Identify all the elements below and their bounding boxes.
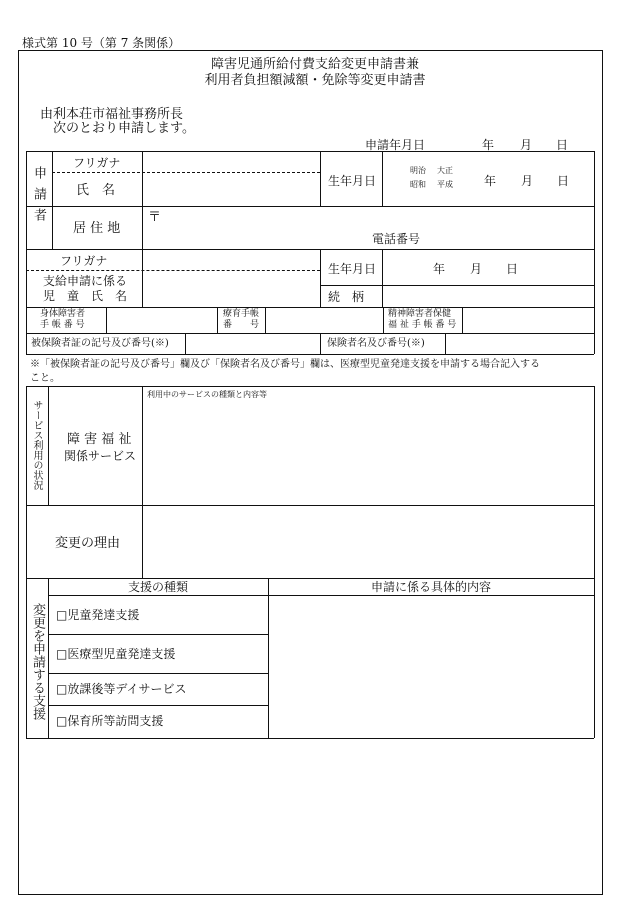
service-label-line1: 障 害 福 祉	[67, 432, 132, 447]
application-date-month: 月	[520, 138, 533, 152]
service-side-label: サービス利用の状況	[31, 400, 42, 490]
title-line1: 障害児通所給付費支給変更申請書兼	[210, 57, 419, 72]
child-label-line1: 支給申請に係る	[43, 274, 128, 288]
addressee: 由利本荘市福祉事務所長	[40, 107, 184, 122]
postal-mark: 〒	[148, 210, 162, 225]
insurer-label: 保険者名及び番号(※)	[327, 338, 425, 349]
form-frame	[18, 50, 603, 895]
service-content-caption: 利用中のサービスの種類と内容等	[147, 390, 267, 399]
physical-handbook-label-1: 身体障害者	[40, 309, 86, 319]
title-line2: 利用者負担額減額・免除等変更申請書	[204, 73, 426, 88]
era-heisei: 平成	[437, 180, 453, 189]
child-birth-year: 年	[433, 262, 446, 276]
application-date-day: 日	[556, 138, 569, 152]
support-side-label: 変更を申請する支援	[30, 603, 45, 720]
era-meiji: 明治	[410, 166, 426, 175]
applicant-birth-year: 年	[484, 174, 497, 188]
support-item-child-development[interactable]: □児童発達支援	[56, 608, 140, 622]
child-birth-month: 月	[470, 262, 483, 276]
child-label-line2: 児 童 氏 名	[43, 289, 128, 303]
era-showa: 昭和	[410, 180, 426, 189]
applicant-name-label: 氏 名	[76, 183, 116, 198]
applicant-birth-label: 生年月日	[328, 174, 377, 188]
ryoiku-handbook-label-1: 療育手帳	[223, 309, 260, 319]
physical-handbook-label-2: 手 帳 番 号	[40, 320, 85, 330]
ryoiku-handbook-label-2: 番 号	[223, 320, 260, 330]
insured-number-label: 被保険者証の記号及び番号(※)	[31, 338, 169, 349]
application-date-year: 年	[482, 138, 495, 152]
era-taisho: 大正	[437, 166, 453, 175]
note-line2: こと。	[30, 373, 60, 384]
relation-label: 続 柄	[328, 290, 365, 304]
phone-label: 電話番号	[372, 232, 421, 246]
service-label-line2: 関係サービス	[64, 449, 137, 463]
support-item-after-school-day-service[interactable]: □放課後等デイサービス	[56, 682, 187, 696]
applicant-side-label: 申請者	[31, 166, 46, 229]
note-line1: ※「被保険者証の記号及び番号」欄及び「保険者名及び番号」欄は、医療型児童発達支援を申請する場合記入する	[30, 359, 540, 370]
support-item-nursery-visit-support[interactable]: □保育所等訪問支援	[56, 714, 164, 728]
child-birth-label: 生年月日	[328, 262, 377, 276]
change-reason-label: 変更の理由	[55, 536, 121, 551]
support-content-header: 申請に係る具体的内容	[370, 580, 491, 594]
application-date-label: 申請年月日	[365, 138, 426, 152]
child-furigana-label: フリガナ	[60, 254, 108, 268]
applicant-birth-month: 月	[521, 174, 534, 188]
mental-handbook-label-2: 福 祉 手 帳 番 号	[388, 320, 457, 330]
intro-text: 次のとおり申請します。	[53, 121, 195, 136]
child-birth-day: 日	[506, 262, 519, 276]
form-number: 様式第 10 号（第 7 条関係）	[22, 36, 181, 50]
applicant-address-label: 居 住 地	[73, 221, 121, 236]
mental-handbook-label-1: 精神障害者保健	[388, 309, 452, 319]
support-type-header: 支援の種類	[127, 580, 188, 594]
applicant-birth-day: 日	[557, 174, 570, 188]
applicant-furigana-label: フリガナ	[73, 156, 121, 170]
support-item-medical-child-development[interactable]: □医療型児童発達支援	[56, 647, 176, 661]
